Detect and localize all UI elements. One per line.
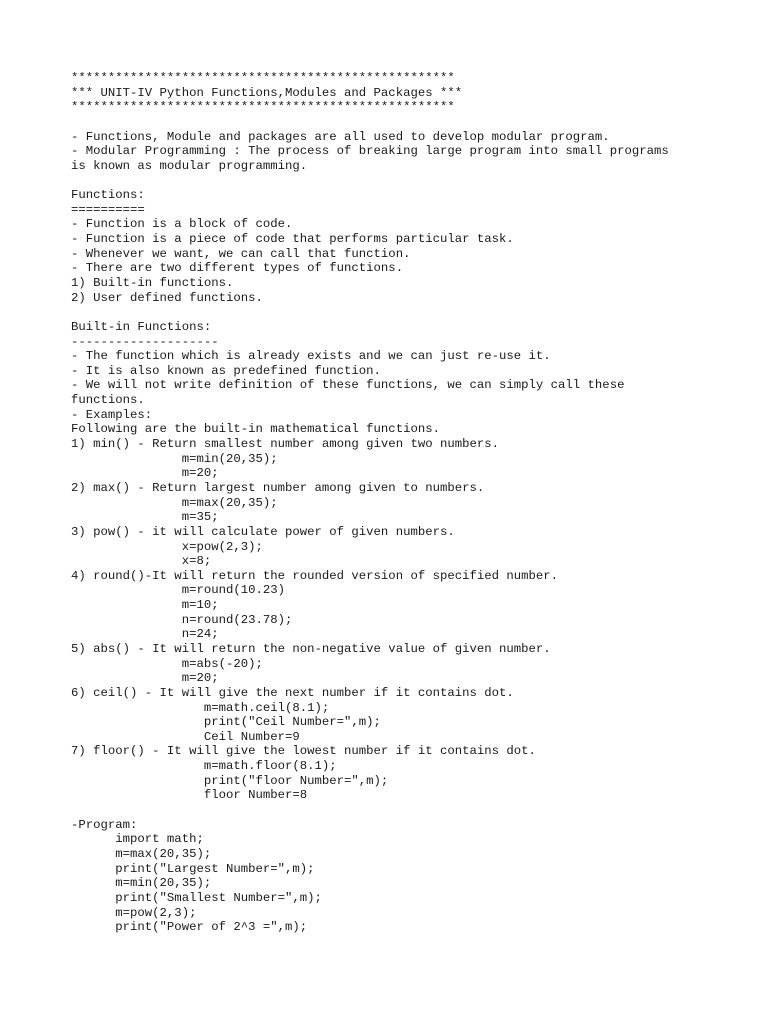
text-line [71, 173, 751, 188]
text-line: m=35; [71, 510, 219, 525]
text-line: floor Number=8 [71, 788, 308, 803]
text-line: Following are the built-in mathematical functions. [71, 422, 440, 437]
text-line: m=math.ceil(8.1); [71, 700, 330, 715]
text-line: - Whenever we want, we can call that function. [71, 246, 411, 261]
text-line: import math; [71, 832, 204, 847]
text-line: n=24; [71, 627, 219, 642]
text-line: Ceil Number=9 [71, 729, 300, 744]
text-line: - It is also known as predefined function. [71, 363, 381, 378]
text-line: Built-in Functions: [71, 319, 212, 334]
text-line: -------------------- [71, 334, 219, 349]
text-line: x=pow(2,3); [71, 539, 263, 554]
text-line: print("Power of 2^3 =",m); [71, 920, 308, 935]
text-line: is known as modular programming. [71, 158, 308, 173]
text-line: 4) round()-It will return the rounded version of specified number. [71, 568, 559, 583]
text-line: m=round(10.23) [71, 583, 286, 598]
text-line: - Function is a piece of code that performs particular task. [71, 232, 514, 247]
text-line: - There are two different types of functions. [71, 261, 404, 276]
text-line: 7) floor() - It will give the lowest number if it contains dot. [71, 744, 536, 759]
text-line: 1) min() - Return smallest number among given two numbers. [71, 437, 500, 452]
text-line: m=max(20,35); [71, 495, 278, 510]
text-line: **************************************************** [71, 71, 455, 85]
text-line: - Examples: [71, 407, 153, 422]
text-line: 2) User defined functions. [71, 290, 263, 305]
text-line: - We will not write definition of these functions, we can simply call these [71, 378, 625, 393]
text-line: 1) Built-in functions. [71, 275, 234, 290]
text-line: 2) max() - Return largest number among given to numbers. [71, 480, 485, 495]
text-line [71, 115, 751, 130]
text-line: print("Ceil Number=",m); [71, 715, 381, 730]
text-line: print("Smallest Number=",m); [71, 890, 322, 905]
text-line: 6) ceil() - It will give the next number if it contains dot. [71, 685, 514, 700]
text-line: - Function is a block of code. [71, 217, 293, 232]
text-line: print("Largest Number=",m); [71, 861, 315, 876]
text-line: m=20; [71, 466, 219, 481]
text-line: m=min(20,35); [71, 451, 278, 466]
text-line: m=math.floor(8.1); [71, 759, 337, 774]
text-line: **************************************************** [71, 100, 455, 115]
text-line: - The function which is already exists and we can just re-use it. [71, 349, 551, 364]
document-page [71, 71, 751, 935]
text-line: m=20; [71, 671, 219, 686]
text-line: ========== [71, 202, 145, 217]
text-line: m=abs(-20); [71, 656, 263, 671]
text-line: Functions: [71, 188, 145, 203]
text-line: m=min(20,35); [71, 876, 212, 891]
text-line: m=pow(2,3); [71, 905, 197, 920]
text-line: -Program: [71, 817, 138, 832]
text-line: 5) abs() - It will return the non-negative value of given number. [71, 641, 551, 656]
text-line: m=10; [71, 598, 219, 613]
text-line: functions. [71, 393, 145, 408]
text-line: x=8; [71, 554, 212, 569]
text-line: - Modular Programming : The process of breaking large program into small programs [71, 144, 669, 159]
text-line: n=round(23.78); [71, 612, 293, 627]
text-line: print("floor Number=",m); [71, 773, 389, 788]
text-line: m=max(20,35); [71, 846, 212, 861]
text-line [71, 305, 751, 320]
text-line: *** UNIT-IV Python Functions,Modules and Packages *** [71, 85, 463, 100]
text-line: - Functions, Module and packages are all used to develop modular program. [71, 129, 610, 144]
text-line: 3) pow() - it will calculate power of given numbers. [71, 524, 455, 539]
text-line [71, 803, 751, 818]
